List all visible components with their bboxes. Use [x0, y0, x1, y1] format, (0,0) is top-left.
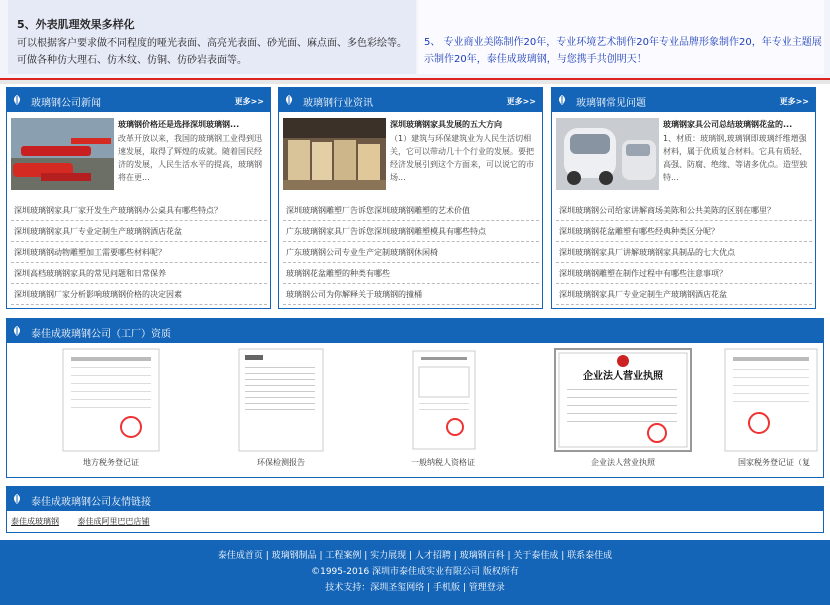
footer-copyright: ©1995-2016 深圳市泰佳成实业有限公司 版权所有	[311, 567, 519, 577]
section-header	[7, 319, 823, 343]
cert-caption: 地方税务登记证	[83, 458, 139, 467]
leaf-icon	[12, 326, 22, 336]
cert-caption: 一般纳税人资格证	[411, 458, 475, 467]
feature-left	[8, 0, 416, 74]
friend-link[interactable]: 泰佳成玻璃钢	[11, 517, 59, 526]
links-row	[11, 516, 166, 527]
article-thumbnail[interactable]	[556, 118, 659, 190]
section-title: 泰佳成玻璃钢公司（工厂）资质	[31, 329, 171, 340]
qualification-section	[6, 318, 824, 478]
panel-industry-news	[278, 87, 543, 309]
cert-caption: 国家税务登记证（复	[738, 458, 810, 467]
news-list	[556, 200, 812, 305]
panel-header	[552, 88, 815, 112]
leaf-icon	[284, 95, 294, 105]
more-link[interactable]: 更多>>	[506, 97, 536, 106]
list-item[interactable]: 深圳玻璃钢雕塑厂告诉您深圳玻璃钢雕塑的艺术价值	[283, 200, 539, 221]
feature-desc: （1）建筑与环保建筑业为人民生活切相关，它可以带动几十个行业的发展。要把经济发展引到这个方面来，可以说它的市场...	[390, 134, 534, 182]
cert-caption: 企业法人营业执照	[591, 458, 655, 467]
footer	[0, 540, 830, 605]
list-item[interactable]: 深圳玻璃钢家具厂讲解玻璃钢家具制品的七大优点	[556, 242, 812, 263]
license-heading: 企业法人营业执照	[583, 371, 663, 382]
panel-header	[279, 88, 542, 112]
certificate-image[interactable]	[41, 347, 181, 453]
feature-title[interactable]: 玻璃钢价格还是选择深圳玻璃钢...	[118, 120, 240, 129]
list-item[interactable]: 广东玻璃钢家具厂告诉您深圳玻璃钢雕塑模具有哪些特点	[283, 221, 539, 242]
footer-nav[interactable]: 泰佳成首页 | 玻璃钢制品 | 工程案例 | 实力展现 | 人才招聘 | 玻璃钢百科 | 关于泰佳成 | 联系泰佳成	[217, 551, 613, 561]
leaf-icon	[557, 95, 567, 105]
section-title: 泰佳成玻璃钢公司友情链接	[31, 497, 151, 508]
list-item[interactable]: 深圳玻璃钢动物雕塑加工需要哪些材料呢？	[11, 242, 267, 263]
list-item[interactable]: 深圳玻璃钢厂家分析影响玻璃钢价格的决定因素	[11, 284, 267, 305]
more-link[interactable]: 更多>>	[779, 97, 809, 106]
list-item[interactable]: 深圳高档玻璃钢家具的常见问题和日常保养	[11, 263, 267, 284]
feature-article[interactable]	[279, 112, 542, 202]
news-list	[11, 200, 267, 305]
list-item[interactable]: 深圳玻璃钢家具厂家开发生产玻璃钢办公桌具有哪些特点？	[11, 200, 267, 221]
panel-company-news	[6, 87, 271, 309]
section-header	[7, 487, 823, 511]
list-item[interactable]: 深圳玻璃钢公司给家讲解商场美陈和公共美陈的区别在哪里？	[556, 200, 812, 221]
feature-article[interactable]	[552, 112, 815, 202]
certificate-image[interactable]	[373, 347, 513, 453]
feature-title[interactable]: 玻璃钢家具公司总结玻璃钢花盆的...	[663, 120, 793, 129]
feature-strip	[0, 0, 830, 78]
feature-right	[418, 0, 824, 74]
list-item[interactable]: 深圳玻璃钢花盆雕塑有哪些经典种类区分呢？	[556, 221, 812, 242]
more-link[interactable]: 更多>>	[234, 97, 264, 106]
feature-left-title: 5、外表肌理效果多样化	[17, 18, 135, 31]
list-item[interactable]: 玻璃钢公司为你解释关于玻璃钢的撞桶	[283, 284, 539, 305]
article-thumbnail[interactable]	[11, 118, 114, 190]
list-item[interactable]: 深圳玻璃钢家具厂专业定制生产玻璃钢酒店花盆	[11, 221, 267, 242]
feature-right-text: 5、 专业商业美陈制作20年，专业环境艺术制作20年专业品牌形象制作20，年专业主题展示制作20年，泰佳成玻璃钢，与您携手共创明天！	[424, 37, 822, 65]
friend-link[interactable]: 泰佳成阿里巴巴店铺	[77, 517, 150, 526]
feature-article[interactable]	[7, 112, 270, 202]
list-item[interactable]: 广东玻璃钢公司专业生产定制玻璃钢休闲椅	[283, 242, 539, 263]
feature-title[interactable]: 深圳玻璃钢家具发展的五大方向	[390, 120, 502, 129]
leaf-icon	[12, 494, 22, 504]
feature-desc: 1、材质：玻璃钢,玻璃钢即玻璃纤维增强材料，属于优质复合材料。它具有质轻、高强、防腐、绝缘、等诸多优点。造型独特...	[663, 134, 807, 182]
article-thumbnail[interactable]	[283, 118, 386, 190]
panel-title: 玻璃钢公司新闻	[31, 98, 101, 109]
feature-left-text: 可以根据客户要求做不同程度的哑光表面、高亮光表面、砂光面、麻点面、多色彩绘等。可做各种仿大理石、仿木纹、仿铜、仿砂岩表面等。	[17, 38, 407, 66]
feature-desc: 改革开放以来，我国的玻璃钢工业得到迅速发展，取得了辉煌的成就。随着国民经济的发展，人民生活水平的提高，玻璃钢将在更...	[118, 134, 262, 182]
certificate-image[interactable]	[553, 347, 693, 453]
footer-tech-support[interactable]: 技术支持：深圳圣玺网络 | 手机版 | 管理登录	[325, 583, 505, 593]
friend-links-section	[6, 486, 824, 533]
panel-faq	[551, 87, 816, 309]
leaf-icon	[12, 95, 22, 105]
list-item[interactable]: 深圳玻璃钢雕塑在制作过程中有哪些注意事项？	[556, 263, 812, 284]
list-item[interactable]: 深圳玻璃钢家具厂专业定制生产玻璃钢酒店花盆	[556, 284, 812, 305]
certificate-image[interactable]	[719, 347, 830, 453]
news-list	[283, 200, 539, 305]
list-item[interactable]: 玻璃钢花盆雕塑的种类有哪些	[283, 263, 539, 284]
cert-caption: 环保检测报告	[257, 458, 305, 467]
panel-title: 玻璃钢常见问题	[576, 98, 646, 109]
panel-header	[7, 88, 270, 112]
divider-gray	[0, 80, 830, 84]
certificate-image[interactable]	[211, 347, 351, 453]
panel-title: 玻璃钢行业资讯	[303, 98, 373, 109]
